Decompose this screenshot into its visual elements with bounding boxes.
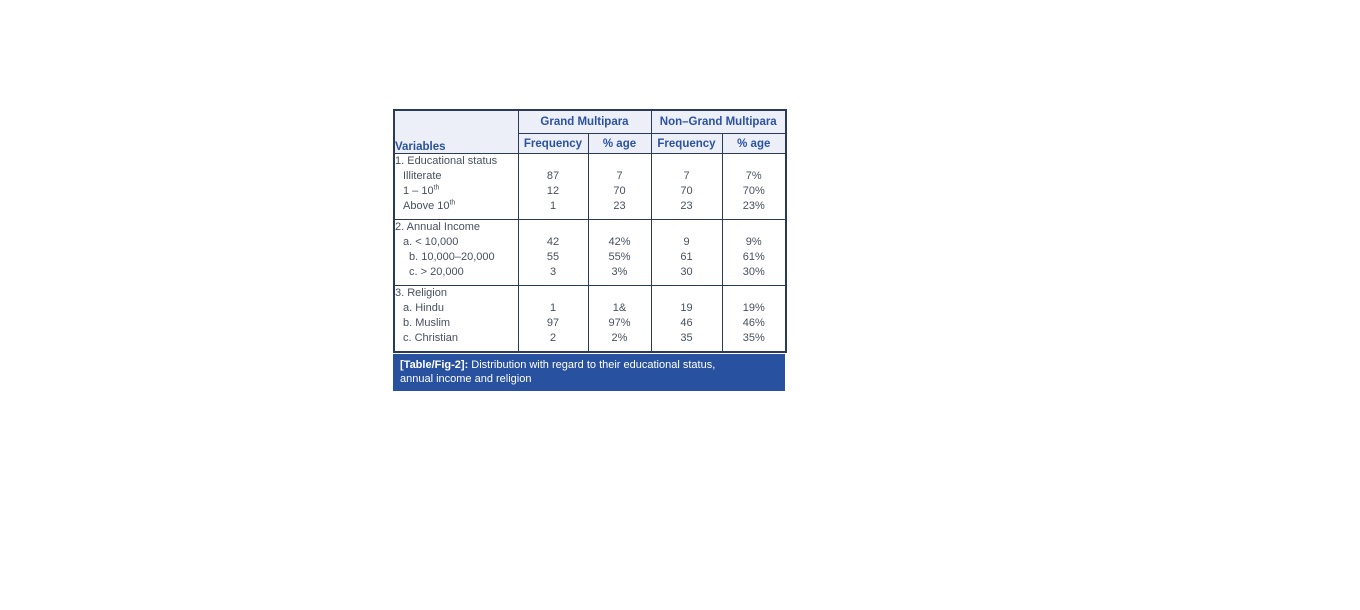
row-label-text: b. 10,000–20,000 (409, 251, 495, 263)
variables-cell (394, 220, 518, 286)
cell-value: 7 (616, 170, 623, 182)
row-label-text: b. Muslim (403, 317, 451, 329)
cell-value: 42% (608, 236, 631, 248)
subheader-pct-ngm: % age (722, 134, 786, 154)
cell-value: 42 (546, 236, 560, 248)
variables-cell (394, 154, 518, 220)
cell-value: 61 (680, 251, 693, 263)
cell-value: 1 (549, 200, 557, 212)
row-label-text: c. Christian (403, 332, 459, 344)
cell-value: 46 (680, 317, 693, 329)
caption-tag: [Table/Fig-2]: (400, 359, 469, 371)
cell-value: 35 (680, 332, 693, 344)
table-section-row (394, 286, 786, 353)
value-cell (518, 154, 588, 220)
cell-value: 7% (745, 170, 762, 182)
cell-value: 3% (611, 266, 628, 278)
section-title: 3. Religion (395, 287, 447, 299)
row-label-text: c. > 20,000 (409, 266, 464, 278)
cell-value: 1 (549, 302, 557, 314)
cell-value: 87 (546, 170, 560, 182)
cell-value: 30% (742, 266, 765, 278)
section-title: 2. Annual Income (395, 221, 481, 233)
cell-value: 70 (680, 185, 693, 197)
cell-value: 30 (680, 266, 693, 278)
cell-value: 23% (742, 200, 765, 212)
cell-value: 55% (608, 251, 631, 263)
cell-value: 70% (742, 185, 765, 197)
value-cell (588, 220, 651, 286)
cell-value: 19% (742, 302, 765, 314)
row-label (395, 316, 518, 331)
value-cell (722, 286, 786, 353)
value-cell (518, 220, 588, 286)
table-fig-2 (393, 109, 785, 391)
value-cell (722, 220, 786, 286)
row-label (395, 169, 518, 184)
row-label (395, 235, 518, 250)
group-header-non-grand-multipara: Non–Grand Multipara (651, 110, 786, 134)
data-table (393, 109, 787, 353)
subheader-frequency-gm: Frequency (518, 134, 588, 154)
cell-value: 46% (742, 317, 765, 329)
row-label (395, 301, 518, 316)
group-header-row (394, 110, 786, 134)
value-cell (588, 154, 651, 220)
variables-cell (394, 286, 518, 353)
subheader-pct-gm: % age (588, 134, 651, 154)
ordinal-suffix: th (449, 199, 456, 207)
row-label-text: a. Hindu (403, 302, 444, 314)
value-cell (722, 154, 786, 220)
cell-value: 9 (683, 236, 690, 248)
row-label (395, 250, 518, 265)
row-label-text: 1 – 10 (403, 185, 434, 197)
cell-value: 1& (612, 302, 627, 314)
cell-value: 97% (608, 317, 631, 329)
table-section-row (394, 154, 786, 220)
cell-value: 23 (613, 200, 626, 212)
section-title: 1. Educational status (395, 155, 498, 167)
row-label (395, 184, 518, 199)
cell-value: 70 (613, 185, 626, 197)
cell-value: 2% (611, 332, 628, 344)
cell-value: 7 (683, 170, 690, 182)
cell-value: 9% (745, 236, 762, 248)
table-section-row (394, 220, 786, 286)
variables-header: Variables (394, 110, 518, 154)
subheader-frequency-ngm: Frequency (651, 134, 722, 154)
ordinal-suffix: th (433, 184, 440, 192)
row-label (395, 331, 518, 346)
value-cell (651, 220, 722, 286)
row-label (395, 199, 518, 214)
cell-value: 12 (546, 185, 560, 197)
value-cell (651, 286, 722, 353)
cell-value: 23 (680, 200, 693, 212)
value-cell (588, 286, 651, 353)
table-caption (393, 354, 785, 391)
group-header-grand-multipara: Grand Multipara (518, 110, 651, 134)
cell-value: 19 (680, 302, 693, 314)
row-label-text: Illiterate (403, 170, 442, 182)
cell-value: 55 (546, 251, 560, 263)
cell-value: 3 (549, 266, 557, 278)
value-cell (651, 154, 722, 220)
row-label (395, 265, 518, 280)
row-label-text: Above 10 (403, 200, 450, 212)
caption-text: Distribution with regard to their educational status, annual income and religion (400, 359, 716, 385)
cell-value: 61% (742, 251, 765, 263)
cell-value: 2 (549, 332, 557, 344)
value-cell (518, 286, 588, 353)
row-label-text: a. < 10,000 (403, 236, 459, 248)
cell-value: 35% (742, 332, 765, 344)
cell-value: 97 (546, 317, 560, 329)
